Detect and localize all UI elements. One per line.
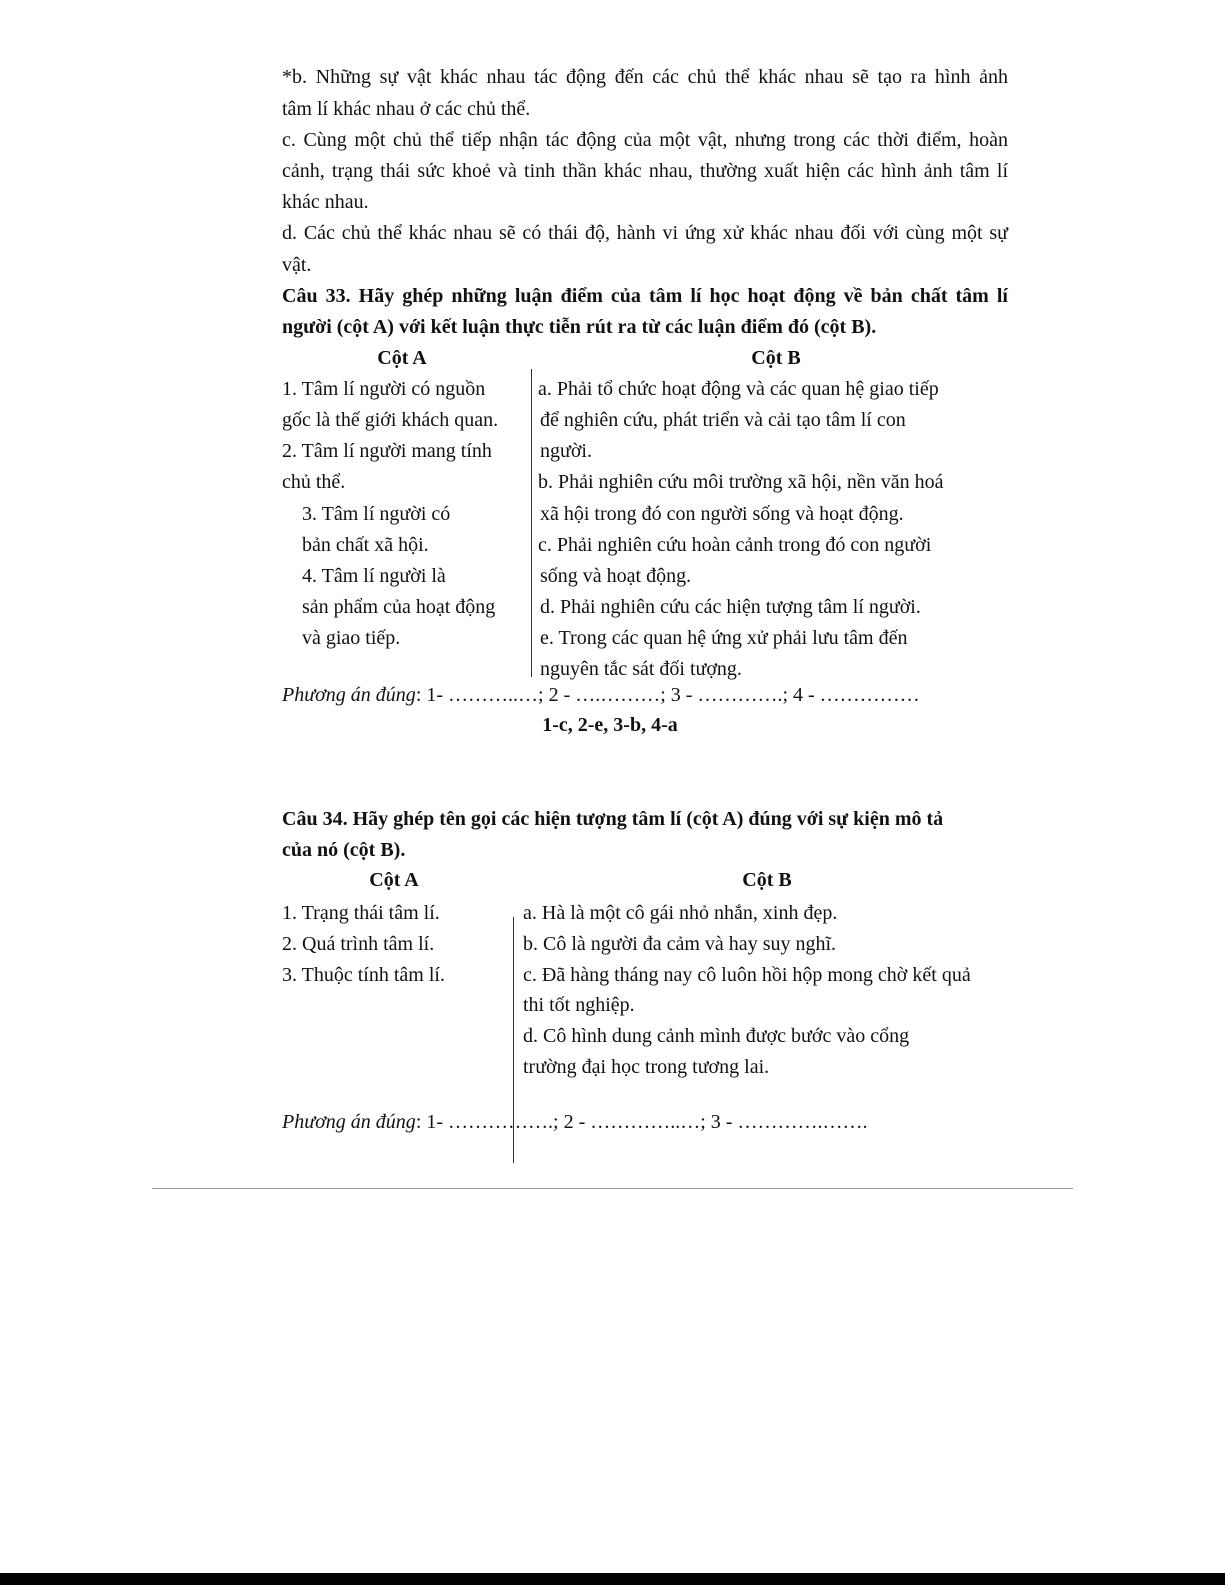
q33-answer-blanks: : 1- ………..…; 2 - ….………; 3 - ………….; 4 - …………… xyxy=(415,684,920,706)
option-b-line-1: *b. Những sự vật khác nhau tác động đến các chủ thể khác nhau sẽ tạo ra hình ảnh xyxy=(282,66,1008,88)
q34-col-b-line: b. Cô là người đa cảm và hay suy nghĩ. xyxy=(523,933,837,955)
q33-col-b-line: người. xyxy=(540,440,592,462)
q33-col-a-line: sản phẩm của hoạt động xyxy=(302,596,496,618)
q34-col-b-line: c. Đã hàng tháng nay cô luôn hồi hộp mong chờ kết quả xyxy=(523,964,971,986)
q34-answer-label: Phương án đúng xyxy=(282,1111,416,1133)
q34-col-b-line: trường đại học trong tương lai. xyxy=(523,1056,770,1078)
q33-answer-label: Phương án đúng xyxy=(282,684,416,706)
q34-col-b-line: a. Hà là một cô gái nhỏ nhắn, xinh đẹp. xyxy=(523,902,838,924)
option-b-line-2: tâm lí khác nhau ở các chủ thể. xyxy=(282,98,531,120)
q33-column-divider xyxy=(531,369,532,677)
q33-col-a-line: chủ thể. xyxy=(282,471,346,493)
q34-col-a-line: 3. Thuộc tính tâm lí. xyxy=(282,964,445,986)
q33-col-b-line: nguyên tắc sát đối tượng. xyxy=(540,658,742,680)
bottom-bar xyxy=(0,1573,1225,1585)
q33-col-b-line: d. Phải nghiên cứu các hiện tượng tâm lí người. xyxy=(540,596,921,618)
q33-col-b-line: c. Phải nghiên cứu hoàn cảnh trong đó con người xyxy=(538,534,932,556)
option-c-line-3: khác nhau. xyxy=(282,191,369,213)
q34-answer-line xyxy=(282,1110,867,1134)
q34-col-a-line: 1. Trạng thái tâm lí. xyxy=(282,902,440,924)
q33-col-a-line: và giao tiếp. xyxy=(302,627,401,649)
q33-col-a-line: bản chất xã hội. xyxy=(302,534,429,556)
page-end-rule xyxy=(152,1188,1073,1189)
q34-title-line-2: của nó (cột B). xyxy=(282,839,406,861)
q34-col-b-line: d. Cô hình dung cảnh mình được bước vào cổng xyxy=(523,1025,910,1047)
q33-col-a-line: 1. Tâm lí người có nguồn xyxy=(282,378,486,400)
q33-col-b-line: để nghiên cứu, phát triển và cải tạo tâm lí con xyxy=(540,409,906,431)
option-c-line-1: c. Cùng một chủ thể tiếp nhận tác động của một vật, nhưng trong các thời điểm, hoàn xyxy=(282,129,1008,151)
q34-col-a-header: Cột A xyxy=(369,869,419,891)
q33-answer-key: 1-c, 2-e, 3-b, 4-a xyxy=(542,714,678,736)
q34-col-a-line: 2. Quá trình tâm lí. xyxy=(282,933,435,955)
q34-col-b-header: Cột B xyxy=(742,869,792,891)
q33-col-b-line: a. Phải tổ chức hoạt động và các quan hệ giao tiếp xyxy=(538,378,939,400)
option-d-line-1: d. Các chủ thể khác nhau sẽ có thái độ, hành vi ứng xử khác nhau đối với cùng một sự xyxy=(282,222,1008,244)
q33-col-b-line: e. Trong các quan hệ ứng xử phải lưu tâm đến xyxy=(540,627,908,649)
option-d-line-2: vật. xyxy=(282,254,312,276)
q33-col-a-header: Cột A xyxy=(377,347,427,369)
q33-col-b-line: xã hội trong đó con người sống và hoạt động. xyxy=(540,503,904,525)
option-c-line-2: cảnh, trạng thái sức khoẻ và tinh thần khác nhau, thường xuất hiện các hình ảnh tâm lí xyxy=(282,160,1008,182)
q33-answer-line xyxy=(282,683,920,707)
q33-title-line-1: Câu 33. Hãy ghép những luận điểm của tâm lí học hoạt động về bản chất tâm lí xyxy=(282,285,1008,307)
q33-title-line-2: người (cột A) với kết luận thực tiễn rút ra từ các luận điểm đó (cột B). xyxy=(282,316,877,338)
q34-title-line-1: Câu 34. Hãy ghép tên gọi các hiện tượng tâm lí (cột A) đúng với sự kiện mô tả xyxy=(282,808,944,830)
q33-col-b-line: b. Phải nghiên cứu môi trường xã hội, nền văn hoá xyxy=(538,471,944,493)
q33-col-b-header: Cột B xyxy=(751,347,801,369)
q33-col-a-line: gốc là thế giới khách quan. xyxy=(282,409,499,431)
q33-col-a-line: 4. Tâm lí người là xyxy=(302,565,446,587)
q33-col-b-line: sống và hoạt động. xyxy=(540,565,692,587)
q34-col-b-line: thi tốt nghiệp. xyxy=(523,994,635,1016)
q34-answer-blanks: : 1- …………….; 2 - …………..…; 3 - ………….……. xyxy=(415,1111,868,1133)
q33-col-a-line: 2. Tâm lí người mang tính xyxy=(282,440,492,462)
q33-col-a-line: 3. Tâm lí người có xyxy=(302,503,451,525)
